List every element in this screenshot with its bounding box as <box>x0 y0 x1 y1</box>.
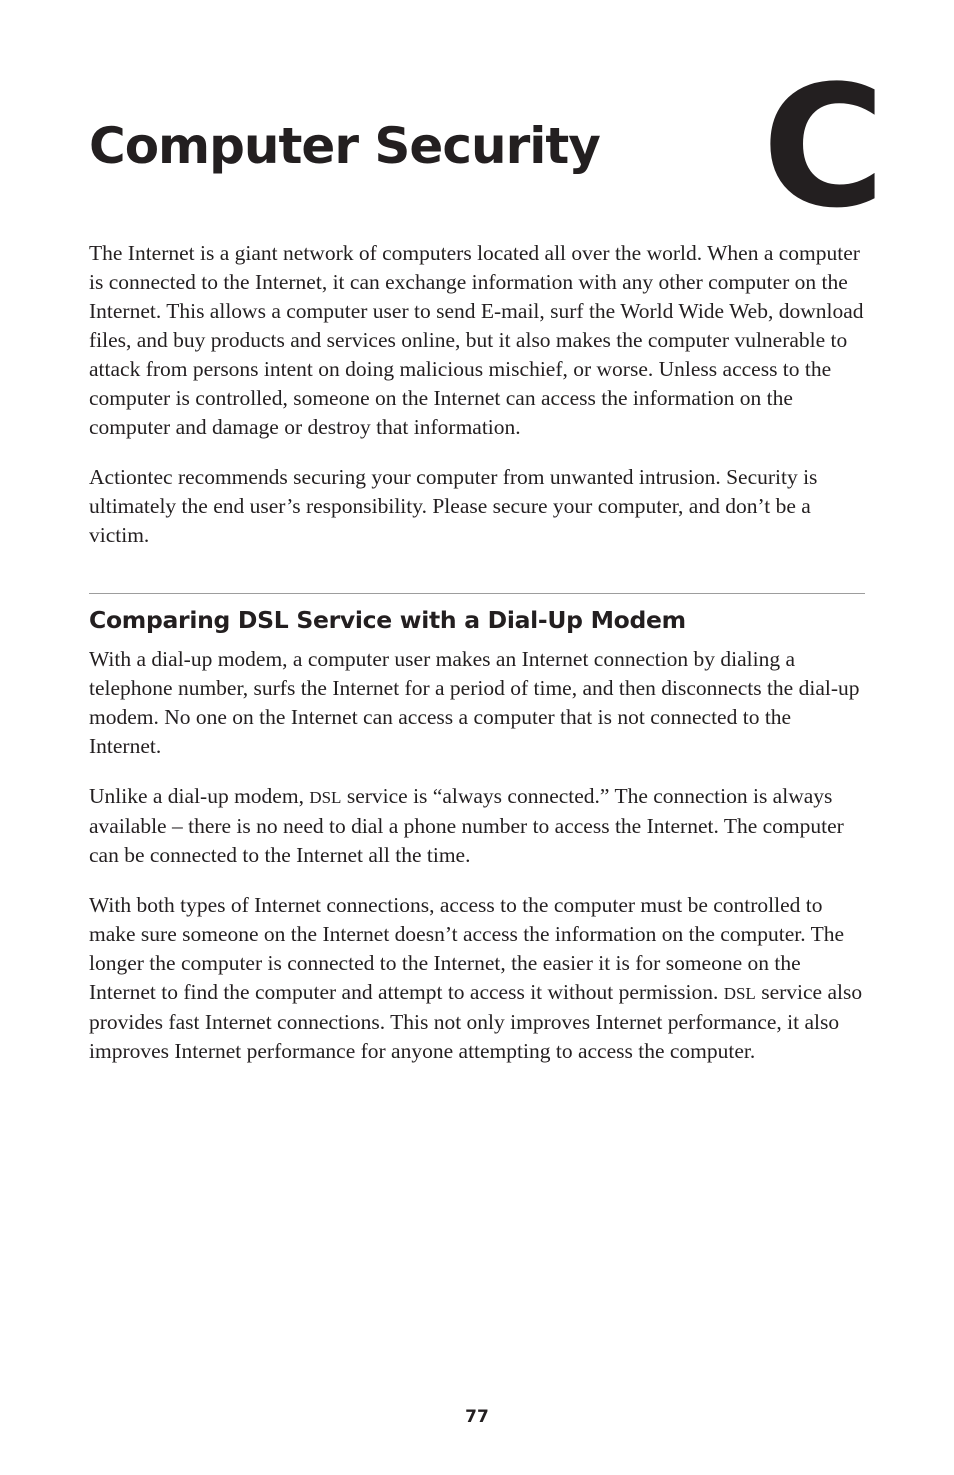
section-paragraph <box>89 891 865 1066</box>
intro-paragraph: The Internet is a giant network of computers located all over the world. When a computer is connected to the Internet, it can exchange information with any other computer on the Internet. This allows a computer user to send E-mail, surf the World Wide Web, download files, and buy products and services online, but it also makes the computer vulnerable to attack from persons intent on doing malicious mischief, or worse. Unless access to the computer is controlled, someone on the Internet can access the information on the computer and damage or destroy that information. <box>89 241 864 439</box>
section-heading: Comparing DSL Service with a Dial-Up Modem <box>89 606 686 634</box>
section-divider <box>89 593 865 594</box>
document-body <box>89 239 865 1087</box>
paragraph-text: With both types of Internet connections, access to the computer must be controlled to make sure someone on the Internet doesn’t access the information on the computer. The longer the computer is connected to the Internet, the easier it is for someone on the Internet to find the computer and attempt to access it without permission. <box>89 893 845 1004</box>
dsl-abbreviation: DSL <box>723 984 756 1003</box>
paragraph-text: Unlike a dial-up modem, <box>89 784 310 808</box>
page-title: Computer Security <box>89 117 600 175</box>
paragraph-text: service also provides fast Internet connections. This not only improves Internet performance, it also improves Internet performance for anyone attempting to access the computer. <box>89 980 863 1063</box>
dsl-abbreviation: DSL <box>309 788 342 807</box>
paragraph-text: service is “always connected.” The connection is always available – there is no need to dial a phone number to access the Internet. The computer can be connected to the Internet all the time. <box>89 784 844 867</box>
appendix-letter: C <box>762 49 882 245</box>
section-paragraph: With a dial-up modem, a computer user makes an Internet connection by dialing a telephone number, surfs the Internet for a period of time, and then disconnects the dial-up modem. No one on the Internet can access a computer that is not connected to the Internet. <box>89 647 860 758</box>
section-paragraph <box>89 782 865 870</box>
intro-paragraph: Actiontec recommends securing your computer from unwanted intrusion. Security is ultimately the end user’s responsibility. Please secure your computer, and don’t be a victim. <box>89 465 818 547</box>
page-number: 77 <box>465 1407 489 1427</box>
